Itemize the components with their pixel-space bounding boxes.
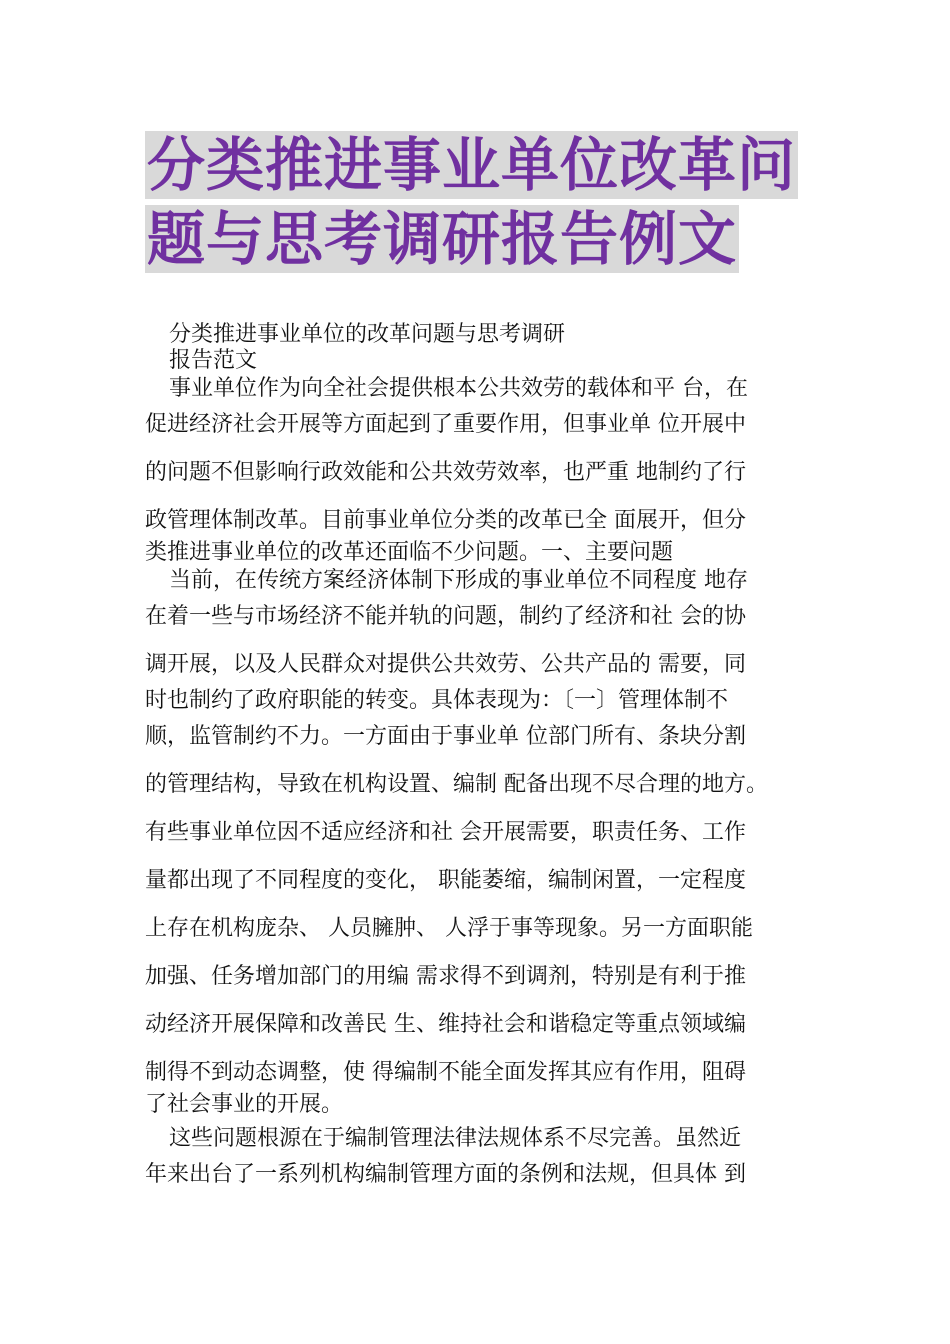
title-line-2: 题与思考调研报告例文 [147,205,738,273]
text-line: 动经济开展保障和改善民 生、维持社会和谐稳定等重点领域编 [145,1012,746,1037]
text-line: 加强、任务增加部门的用编 需求得不到调剂，特别是有利于推 [145,964,746,989]
text-line: 上存在机构庞杂、 人员臃肿、 人浮于事等现象。另一方面职能 [145,916,753,941]
text-line: 事业单位作为向全社会提供根本公共效劳的载体和平 台，在 [169,376,748,401]
text-line: 的管理结构，导致在机构设置、编制 配备出现不尽合理的地方。 [145,772,768,797]
text-line: 制得不到动态调整，使 得编制不能全面发挥其应有作用，阻碍 [145,1060,746,1085]
text-line: 年来出台了一系列机构编制管理方面的条例和法规，但具体 到 [145,1162,746,1187]
text-line: 顺，监管制约不力。一方面由于事业单 位部门所有、条块分割 [145,724,746,749]
title-line-1: 分类推进事业单位改革问 [147,131,797,199]
text-line: 了社会事业的开展。 [145,1092,344,1117]
document-body [145,318,815,1188]
subtitle-line-1: 分类推进事业单位的改革问题与思考调研 [169,322,566,347]
text-line: 有些事业单位因不适应经济和社 会开展需要，职责任务、工作 [145,820,746,845]
subtitle-line-2: 报告范文 [169,348,258,373]
text-line: 政管理体制改革。目前事业单位分类的改革已全 面展开，但分 [145,508,746,533]
text-line: 促进经济社会开展等方面起到了重要作用，但事业单 位开展中 [145,412,746,437]
text-line: 这些问题根源在于编制管理法律法规体系不尽完善。虽然近 [169,1126,742,1151]
text-line: 类推进事业单位的改革还面临不少问题。一、主要问题 [145,540,674,565]
text-line: 量都出现了不同程度的变化， 职能萎缩，编制闲置，一定程度 [145,868,746,893]
text-line: 当前，在传统方案经济体制下形成的事业单位不同程度 地存 [169,568,748,593]
text-line: 的问题不但影响行政效能和公共效劳效率，也严重 地制约了行 [145,460,746,485]
text-line: 调开展，以及人民群众对提供公共效劳、公共产品的 需要，同 [145,652,746,677]
document-title [145,128,825,276]
text-line: 时也制约了政府职能的转变。具体表现为：〔一〕管理体制不 [145,688,729,713]
text-line: 在着一些与市场经济不能并轨的问题，制约了经济和社 会的协 [145,604,746,629]
